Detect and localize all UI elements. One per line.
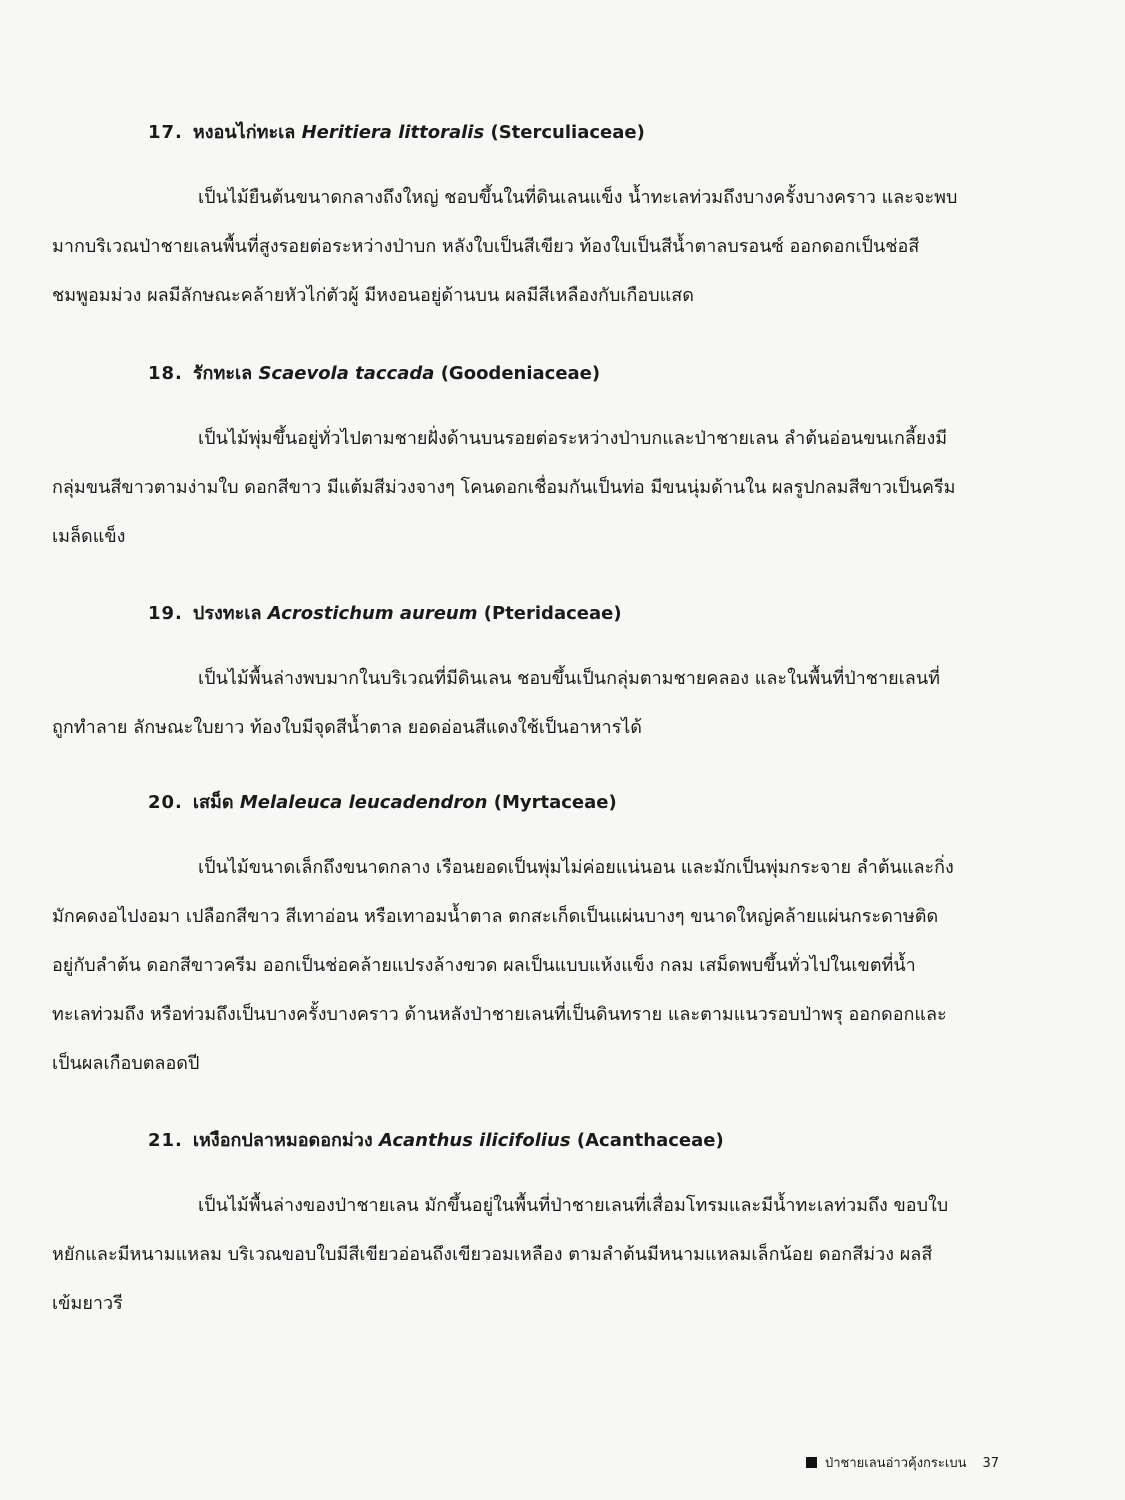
scientific-name: Acanthus ilicifolius [378,1130,571,1151]
entry-heading [148,602,622,626]
square-bullet-icon [806,1457,817,1468]
thai-name: ปรงทะเล [192,603,262,624]
page-number: 37 [982,1456,1000,1471]
description-line: หยักและมีหนามแหลม บริเวณขอบใบมีสีเขียวอ่อนถึงเขียวอมเหลือง ตามลำต้นมีหนามแหลมเล็กน้อย ดอกสีม่วง ผลสี [52,1244,933,1265]
scientific-name: Scaevola taccada [258,363,435,384]
family-name: (Pteridaceae) [483,603,622,624]
entry-description [52,654,1020,752]
thai-name: หงอนไก่ทะเล [192,122,296,143]
family-name: (Acanthaceae) [576,1130,724,1151]
page-footer [806,1453,999,1475]
entry-heading [148,362,600,386]
description-line: ชมพูอมม่วง ผลมีลักษณะคล้ายหัวไก่ตัวผู้ มีหงอนอยู่ด้านบน ผลมีสีเหลืองกับเกือบแสด [52,285,694,306]
description-line: ทะเลท่วมถึง หรือท่วมถึงเป็นบางครั้งบางคราว ด้านหลังป่าชายเลนที่เป็นดินทราย และตามแนวรอบป่าพรุ ออกดอกและ [52,1004,947,1025]
description-line: เป็นไม้พื้นล่างพบมากในบริเวณที่มีดินเลน ชอบขึ้นเป็นกลุ่มตามชายคลอง และในพื้นที่ป่าชายเลนที่ [198,668,940,689]
description-line: อยู่กับลำต้น ดอกสีขาวครีม ออกเป็นช่อคล้ายแปรงล้างขวด ผลเป็นแบบแห้งแข็ง กลม เสม็ดพบขึ้นทั่วไปในเขตที่น้ำ [52,955,916,976]
entry-heading [148,791,617,815]
family-name: (Goodeniaceae) [440,363,601,384]
thai-name: รักทะเล [192,363,253,384]
thai-name: เสม็ด [192,792,234,813]
scientific-name: Melaleuca leucadendron [239,792,488,813]
entry-number: 21. [148,1130,183,1151]
scientific-name: Heritiera littoralis [301,122,485,143]
family-name: (Myrtaceae) [493,792,617,813]
entry-number: 18. [148,363,183,384]
description-line: มากบริเวณป่าชายเลนพื้นที่สูงรอยต่อระหว่างป่าบก หลังใบเป็นสีเขียว ท้องใบเป็นสีน้ำตาลบรอนซ์ ออกดอกเป็นช่อสี [52,236,920,257]
footer-book-title: ป่าชายเลนอ่าวคุ้งกระเบน [825,1456,967,1471]
description-line: เมล็ดแข็ง [52,526,126,547]
entry-heading [148,121,645,145]
entry-description [52,1181,1020,1328]
family-name: (Sterculiaceae) [490,122,645,143]
description-line: กลุ่มขนสีขาวตามง่ามใบ ดอกสีขาว มีแต้มสีม่วงจางๆ โคนดอกเชื่อมกันเป็นท่อ มีขนนุ่มด้านใน ผลรูปกลมสีขาวเป็นครีม [52,477,956,498]
description-line: เข้มยาวรี [52,1293,123,1314]
entry-heading [148,1129,724,1153]
description-line: เป็นไม้ขนาดเล็กถึงขนาดกลาง เรือนยอดเป็นพุ่มไม่ค่อยแน่นอน และมักเป็นพุ่มกระจาย ลำต้นและกิ่ง [198,857,954,878]
description-line: เป็นไม้ยืนต้นขนาดกลางถึงใหญ่ ชอบขึ้นในที่ดินเลนแข็ง น้ำทะเลท่วมถึงบางครั้งบางคราว และจะพบ [198,187,958,208]
description-line: เป็นไม้พื้นล่างของป่าชายเลน มักขึ้นอยู่ในพื้นที่ป่าชายเลนที่เสื่อมโทรมและมีน้ำทะเลท่วมถึง ขอบใบ [198,1195,949,1216]
entry-description [52,843,1020,1088]
entry-description [52,414,1020,561]
description-line: เป็นผลเกือบตลอดปี [52,1053,200,1074]
description-line: เป็นไม้พุ่มขึ้นอยู่ทั่วไปตามชายฝั่งด้านบนรอยต่อระหว่างป่าบกและป่าชายเลน ลำต้นอ่อนขนเกลี้ยงมี [198,428,948,449]
scientific-name: Acrostichum aureum [267,603,478,624]
entry-description [52,173,1020,320]
entry-number: 19. [148,603,183,624]
thai-name: เหงือกปลาหมอดอกม่วง [192,1130,373,1151]
entry-number: 20. [148,792,183,813]
description-line: ถูกทำลาย ลักษณะใบยาว ท้องใบมีจุดสีน้ำตาล ยอดอ่อนสีแดงใช้เป็นอาหารได้ [52,717,642,738]
entry-number: 17. [148,122,183,143]
description-line: มักคดงอไปงอมา เปลือกสีขาว สีเทาอ่อน หรือเทาอมน้ำตาล ตกสะเก็ดเป็นแผ่นบางๆ ขนาดใหญ่คล้ายแผ่นกระดาษติด [52,906,939,927]
